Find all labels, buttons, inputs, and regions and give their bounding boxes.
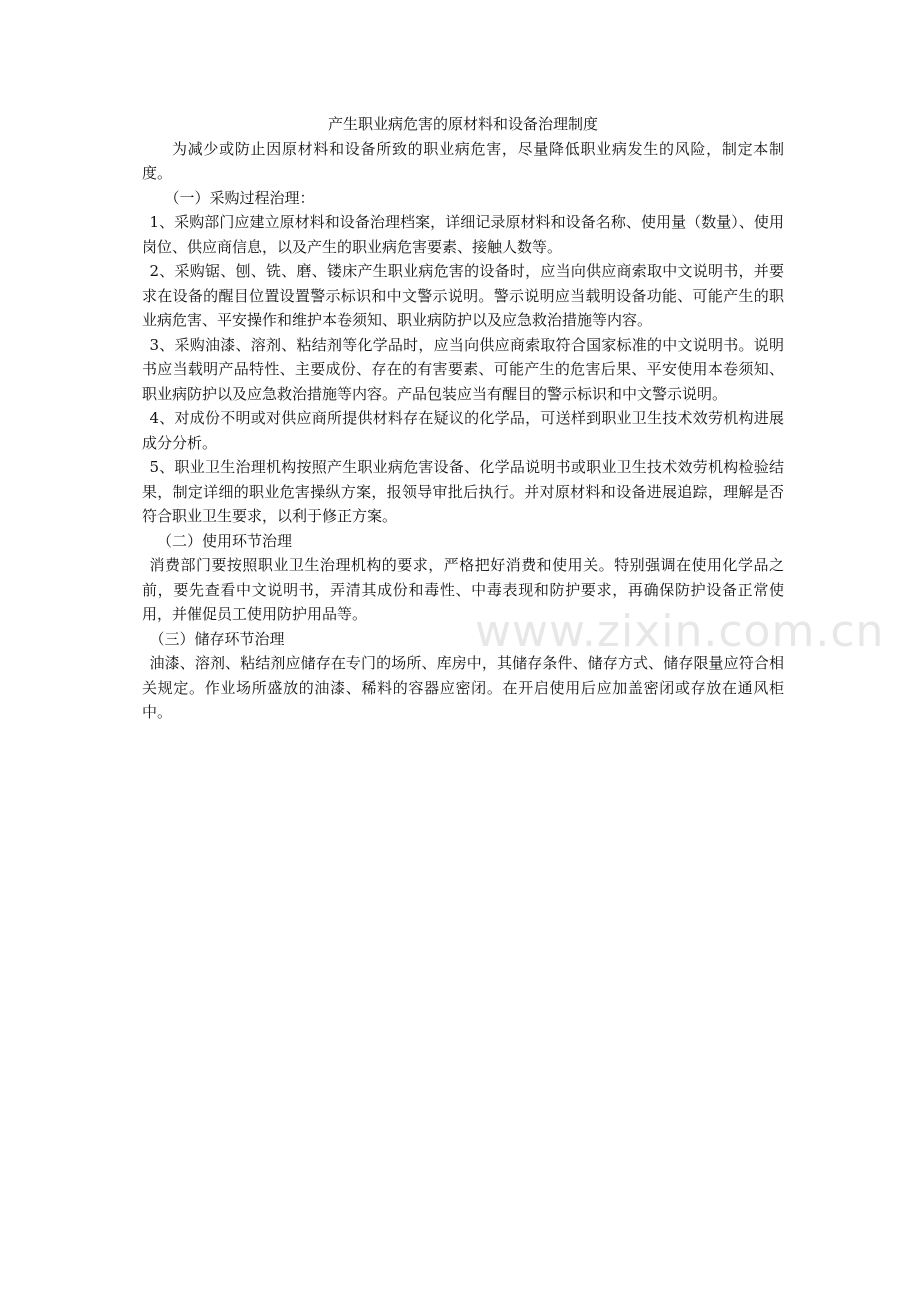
procurement-item-3: 3、采购油漆、溶剂、粘结剂等化学品时，应当向供应商索取符合国家标准的中文说明书。说明书应当载明产品特性、主要成份、存在的有害要素、可能产生的危害后果、平安使用本卷须知、职业病防护以及应急救治措施等内容。产品包装应当有醒目的警示标识和中文警示说明。 (142, 335, 784, 403)
watermark-text: www.zixin.com.cn (475, 606, 885, 657)
section-heading-procurement: （一）采购过程治理： (164, 188, 315, 207)
procurement-item-4: 4、对成份不明或对供应商所提供材料存在疑议的化学品，可送样到职业卫生技术效劳机构进展成分分析。 (142, 409, 784, 452)
procurement-item-1: 1、采购部门应建立原材料和设备治理档案，详细记录原材料和设备名称、使用量（数量）、使用岗位、供应商信息，以及产生的职业病危害要素、接触人数等。 (142, 213, 784, 256)
usage-paragraph: 消费部门要按照职业卫生治理机构的要求，严格把好消费和使用关。特别强调在使用化学品之前，要先查看中文说明书，弄清其成份和毒性、中毒表现和防护要求，再确保防护设备正常使用，并催促员工使用防护用品等。 (142, 556, 784, 623)
procurement-item-5: 5、职业卫生治理机构按照产生职业病危害设备、化学品说明书或职业卫生技术效劳机构检验结果，制定详细的职业危害操纵方案，报领导审批后执行。并对原材料和设备进展追踪，理解是否符合职业卫生要求，以利于修正方案。 (142, 458, 784, 525)
storage-paragraph: 油漆、溶剂、粘结剂应储存在专门的场所、库房中，其储存条件、储存方式、储存限量应符合相关规定。作业场所盛放的油漆、稀料的容器应密闭。在开启使用后应加盖密闭或存放在通风柜中。 (142, 654, 784, 721)
section-heading-storage: （三）储存环节治理 (149, 629, 285, 648)
intro-paragraph: 为减少或防止因原材料和设备所致的职业病危害，尽量降低职业病发生的风险，制定本制度。 (142, 139, 784, 182)
procurement-item-2: 2、采购锯、刨、铣、磨、镂床产生职业病危害的设备时，应当向供应商索取中文说明书，并要求在设备的醒目位置设置警示标识和中文警示说明。警示说明应当载明设备功能、可能产生的职业病危害、平安操作和维护本卷须知、职业病防护以及应急救治措施等内容。 (142, 262, 784, 329)
document-title: 产生职业病危害的原材料和设备治理制度 (327, 115, 598, 133)
section-heading-usage: （二）使用环节治理 (157, 531, 293, 550)
document-body (142, 112, 784, 725)
